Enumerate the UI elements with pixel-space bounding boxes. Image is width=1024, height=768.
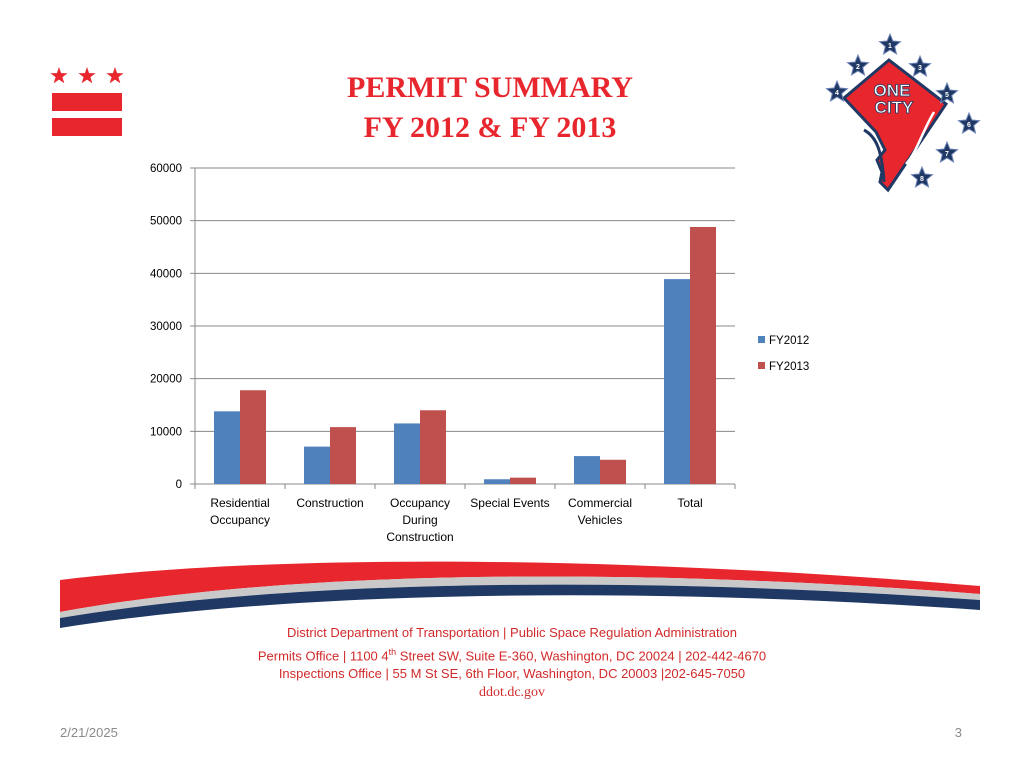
logo-star-number: 7	[945, 151, 949, 158]
logo-star-number: 8	[920, 176, 924, 183]
footer-inspections-line: Inspections Office | 55 M St SE, 6th Floor, Washington, DC 20003 |202-645-7050	[278, 666, 746, 682]
y-tick-label: 10000	[150, 426, 182, 439]
flag-stripe	[52, 93, 122, 111]
x-category-label: Residential	[210, 496, 270, 510]
y-tick-label: 50000	[150, 215, 182, 228]
flag-star-icon	[106, 67, 123, 83]
footer-org-line: District Department of Transportation | Public Space Regulation Administration	[287, 625, 737, 640]
logo-star-number: 5	[945, 92, 949, 99]
bar-fy2012	[574, 456, 600, 484]
logo-text-one: ONE	[873, 81, 911, 100]
one-city-logo	[822, 32, 990, 194]
x-category-label: Occupancy	[209, 513, 271, 527]
permit-summary-chart	[130, 150, 830, 550]
logo-star-number: 6	[967, 122, 971, 129]
x-category-label: Occupancy	[389, 496, 451, 510]
y-tick-label: 40000	[150, 268, 182, 281]
logo-text-city: CITY	[874, 98, 914, 117]
legend-swatch-fy2013	[758, 362, 765, 369]
bar-fy2013	[600, 460, 626, 484]
slide-page-number: 3	[954, 725, 962, 740]
x-category-label: Construction	[296, 496, 364, 510]
y-tick-label: 20000	[150, 373, 182, 386]
bar-fy2012	[304, 447, 330, 484]
footer-permits-prefix: Permits Office | 1100 4	[257, 647, 389, 663]
footer-permits-sup: th	[388, 646, 397, 657]
slide-title	[240, 68, 740, 148]
dc-map-shape	[844, 60, 946, 190]
flag-stripe	[52, 118, 122, 136]
footer	[0, 624, 1024, 702]
footer-website-link[interactable]: ddot.dc.gov	[478, 684, 546, 700]
bar-fy2013	[330, 427, 356, 484]
bar-fy2013	[510, 478, 536, 484]
x-category-label: Vehicles	[577, 513, 623, 527]
title-line-2: FY 2012 & FY 2013	[363, 111, 617, 144]
bar-fy2013	[420, 410, 446, 484]
logo-star-number: 3	[918, 65, 922, 72]
legend-label-fy2012: FY2012	[769, 335, 810, 347]
flag-star-icon	[50, 67, 67, 83]
y-tick-label: 0	[175, 479, 182, 491]
bar-fy2013	[240, 390, 266, 484]
flag-star-icon	[78, 67, 95, 83]
slide-date: 2/21/2025	[60, 725, 118, 740]
logo-star-number: 4	[835, 90, 839, 97]
footer-permits-suffix: Street SW, Suite E-360, Washington, DC 20024 | 202-442-4670	[396, 647, 767, 663]
logo-star-number: 1	[888, 43, 892, 50]
x-category-label: Construction	[386, 530, 454, 544]
bar-fy2012	[394, 423, 420, 484]
x-category-label: Total	[677, 496, 703, 510]
y-tick-label: 30000	[150, 321, 182, 333]
title-line-1: PERMIT SUMMARY	[347, 71, 633, 104]
bar-fy2012	[214, 411, 240, 484]
y-tick-label: 60000	[150, 163, 182, 175]
x-category-label: During	[402, 513, 438, 527]
bar-fy2012	[664, 279, 690, 484]
dc-flag-logo	[50, 66, 124, 138]
legend-label-fy2013: FY2013	[769, 361, 810, 373]
bar-fy2012	[484, 479, 510, 484]
footer-permits-line	[0, 643, 1024, 666]
logo-star-number: 2	[856, 64, 860, 71]
bar-fy2013	[690, 227, 716, 484]
x-category-label: Commercial	[567, 496, 633, 510]
x-category-label: Special Events	[470, 496, 550, 510]
dc-flag-stars	[50, 66, 124, 86]
decorative-swoosh	[50, 548, 990, 630]
legend-swatch-fy2012	[758, 336, 765, 343]
